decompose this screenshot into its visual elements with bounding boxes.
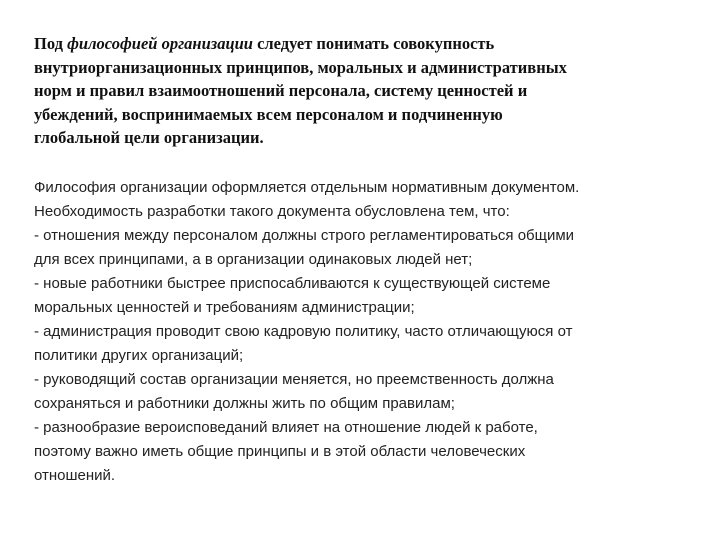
definition-line: внутриорганизационных принципов, моральных и административных — [34, 57, 567, 77]
definition-prefix: Под — [34, 34, 68, 53]
body-line: отношений. — [34, 467, 116, 484]
body-line: политики других организаций; — [34, 347, 244, 364]
definition-paragraph — [34, 32, 694, 150]
definition-term: философией организации — [67, 34, 253, 53]
body-line: моральных ценностей и требованиям администрации; — [34, 299, 415, 316]
definition-line: убеждений, воспринимаемых всем персоналом и подчиненную — [34, 104, 503, 124]
body-line: поэтому важно иметь общие принципы и в этой области человеческих — [34, 443, 526, 460]
body-line: - отношения между персоналом должны строго регламентироваться общими — [34, 227, 575, 244]
body-line: - новые работники быстрее приспосабливаются к существующей системе — [34, 275, 551, 292]
definition-line: глобальной цели организации. — [34, 128, 264, 147]
body-line: - разнообразие вероисповеданий влияет на отношение людей к работе, — [34, 419, 538, 436]
body-line: для всех принципами, а в организации одинаковых людей нет; — [34, 251, 473, 268]
body-line: сохраняться и работники должны жить по общим правилам; — [34, 395, 455, 412]
body-line: - руководящий состав организации меняется, но преемственность должна — [34, 371, 554, 388]
definition-line: норм и правил взаимоотношений персонала, систему ценностей и — [34, 81, 528, 100]
body-paragraph — [34, 176, 714, 488]
body-line: - администрация проводит свою кадровую политику, часто отличающуюся от — [34, 323, 573, 340]
body-line: Философия организации оформляется отдельным нормативным документом. — [34, 179, 580, 196]
body-line: Необходимость разработки такого документа обусловлена тем, что: — [34, 203, 510, 220]
definition-line-1-rest: следует понимать совокупность — [252, 34, 495, 53]
